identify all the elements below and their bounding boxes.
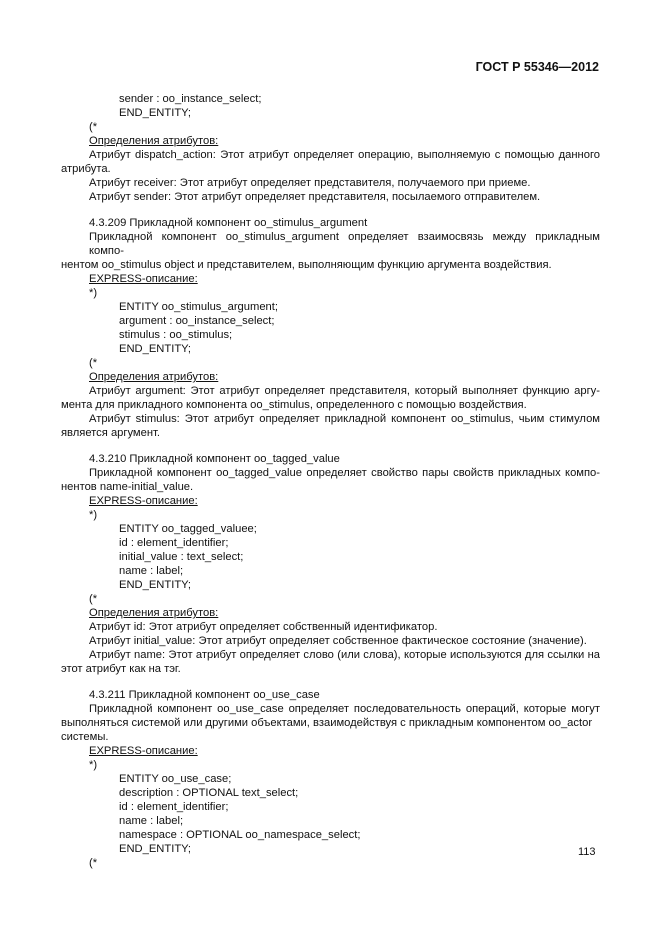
express-code-line: stimulus : oo_stimulus; [119, 329, 233, 341]
express-code-line: name : label; [119, 565, 184, 577]
text-line: 4.3.211 Прикладной компонент oo_use_case [89, 689, 320, 701]
paragraph-line: Прикладной компонент oo_tagged_value определяет свойство пары свойств прикладных компо- [89, 467, 600, 479]
express-code-line: initial_value : text_select; [119, 551, 244, 563]
express-code-line: ENTITY oo_tagged_valuee; [119, 523, 257, 535]
subheading-line [89, 744, 600, 758]
paragraph-line: Атрибут name: Этот атрибут определяет слово (или слова), которые используются для ссылки на [89, 649, 600, 661]
paragraph-line: Атрибут dispatch_action: Этот атрибут определяет операцию, выполняемую с помощью данного [89, 149, 600, 161]
text-line: (* [89, 121, 98, 133]
text-line: *) [89, 287, 98, 299]
express-code-line: id : element_identifier; [119, 801, 229, 813]
paragraph-continuation: нентов name-initial_value. [61, 481, 194, 493]
paragraph-continuation: этот атрибут как на тэг. [61, 663, 181, 675]
express-code-line: ENTITY oo_use_case; [119, 773, 232, 785]
text-line: (* [89, 357, 98, 369]
text-line: Атрибут receiver: Этот атрибут определяет представителя, получаемого при приеме. [89, 177, 531, 189]
text-line: *) [89, 759, 98, 771]
express-code-line: argument : oo_instance_select; [119, 315, 275, 327]
underlined-label: Определения атрибутов: [89, 135, 219, 147]
underlined-label: Определения атрибутов: [89, 607, 219, 619]
express-code-line: END_ENTITY; [119, 107, 192, 119]
express-code-line: END_ENTITY; [119, 343, 192, 355]
express-code-line: namespace : OPTIONAL oo_namespace_select; [119, 829, 361, 841]
paragraph-continuation: атрибута. [61, 163, 111, 175]
express-code-line: description : OPTIONAL text_select; [119, 787, 299, 799]
standard-header: ГОСТ Р 55346—2012 [475, 60, 599, 74]
paragraph-line: Атрибут stimulus: Этот атрибут определяет прикладной компонент oo_stimulus, чьим стимулом [89, 413, 600, 425]
underlined-label: EXPRESS-описание: [89, 495, 198, 507]
text-line: (* [89, 857, 98, 869]
text-line: Атрибут id: Этот атрибут определяет собственный идентификатор. [89, 621, 438, 633]
paragraph-line: Прикладной компонент oo_stimulus_argument определяет взаимосвязь между прикладным компо- [89, 231, 600, 257]
section-gap [89, 440, 600, 452]
section-gap [89, 204, 600, 216]
text-line: *) [89, 509, 98, 521]
paragraph-continuation: выполняться системой или другими объектами, взаимодействуя с прикладным компонентом oo_actor [61, 717, 593, 729]
subheading-line [89, 494, 600, 508]
underlined-label: EXPRESS-описание: [89, 745, 198, 757]
subheading-line [89, 134, 600, 148]
underlined-label: EXPRESS-описание: [89, 273, 198, 285]
page-body [61, 92, 600, 870]
paragraph-continuation: мента для прикладного компонента oo_stimulus, определенного с помощью воздействия. [61, 399, 527, 411]
express-code-line: name : label; [119, 815, 184, 827]
express-code-line: ENTITY oo_stimulus_argument; [119, 301, 278, 313]
express-code-line: END_ENTITY; [119, 843, 192, 855]
page-number: 113 [578, 846, 596, 858]
text-line: 4.3.209 Прикладной компонент oo_stimulus_argument [89, 217, 368, 229]
subheading-line [89, 606, 600, 620]
subheading-line [89, 272, 600, 286]
text-line: Атрибут initial_value: Этот атрибут определяет собственное фактическое состояние (значение). [89, 635, 587, 647]
text-line: (* [89, 593, 98, 605]
paragraph-continuation: системы. [61, 731, 109, 743]
text-line: Атрибут sender: Этот атрибут определяет представителя, посылаемого отправителем. [89, 191, 541, 203]
underlined-label: Определения атрибутов: [89, 371, 219, 383]
paragraph-line: Прикладной компонент oo_use_case определяет последовательность операций, которые могут [89, 703, 600, 715]
paragraph-continuation: нентом oo_stimulus object и представителем, выполняющим функцию аргумента воздействия. [61, 259, 552, 271]
express-code-line: sender : oo_instance_select; [119, 93, 262, 105]
paragraph-line: Атрибут argument: Этот атрибут определяет представителя, который выполняет функцию аргу- [89, 385, 600, 397]
express-code-line: END_ENTITY; [119, 579, 192, 591]
text-line: 4.3.210 Прикладной компонент oo_tagged_value [89, 453, 340, 465]
express-code-line: id : element_identifier; [119, 537, 229, 549]
paragraph-continuation: является аргумент. [61, 427, 161, 439]
section-gap [89, 676, 600, 688]
subheading-line [89, 370, 600, 384]
